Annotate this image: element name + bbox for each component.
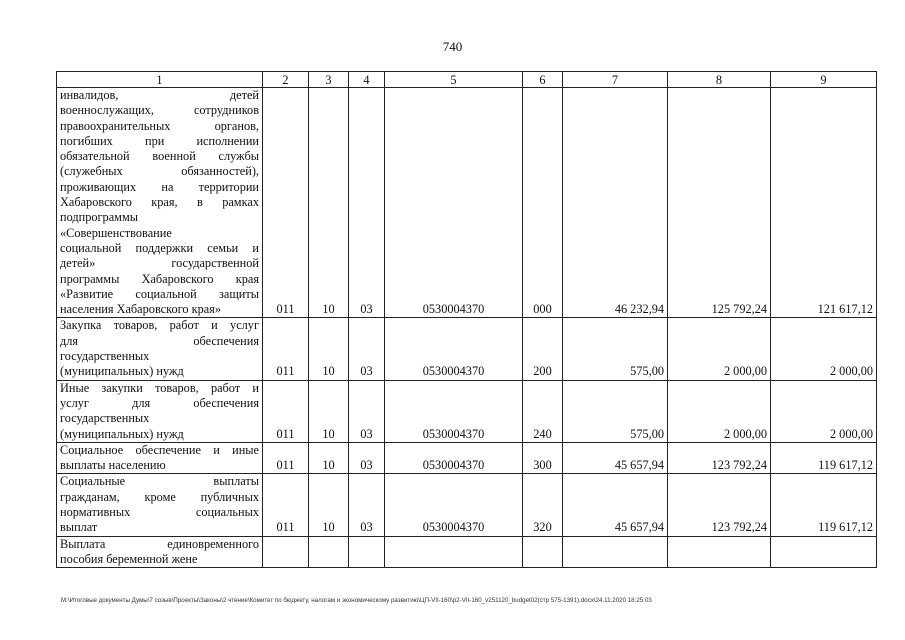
- row-name-line: Хабаровского края, в рамках: [60, 195, 259, 210]
- row-name-cell: [57, 318, 263, 380]
- cell-subsection: 03: [349, 442, 385, 474]
- table-row: [57, 536, 877, 568]
- table-row: [57, 380, 877, 442]
- header-col-6: 6: [523, 72, 563, 88]
- cell-subsection: 03: [349, 380, 385, 442]
- cell-chapter: 10: [309, 442, 349, 474]
- header-col-2: 2: [263, 72, 309, 88]
- row-name-cell: [57, 442, 263, 474]
- cell-amount-col7: 45 657,94: [563, 442, 668, 474]
- row-name-line: обязательной военной службы: [60, 149, 259, 164]
- header-col-8: 8: [668, 72, 771, 88]
- row-name-line: военнослужащих, сотрудников: [60, 103, 259, 118]
- header-col-4: 4: [349, 72, 385, 88]
- table-row: [57, 474, 877, 536]
- table-body: [57, 88, 877, 568]
- cell-target-article: [385, 536, 523, 568]
- row-name-line: социальной поддержки семьи и: [60, 240, 259, 255]
- cell-chapter: 10: [309, 474, 349, 536]
- row-name-cell: [57, 380, 263, 442]
- row-name-line: нормативных социальных: [60, 505, 259, 520]
- row-name-line: правоохранительных органов,: [60, 118, 259, 133]
- cell-section-code: 011: [263, 474, 309, 536]
- cell-chapter: 10: [309, 318, 349, 380]
- cell-section-code: 011: [263, 380, 309, 442]
- cell-subsection: [349, 536, 385, 568]
- cell-amount-col8: 2 000,00: [668, 380, 771, 442]
- page-number: 740: [442, 39, 463, 54]
- cell-chapter: 10: [309, 380, 349, 442]
- row-name-line: «Совершенствование: [60, 225, 172, 240]
- cell-amount-col9: [771, 536, 877, 568]
- cell-chapter: [309, 536, 349, 568]
- cell-target-article: 0530004370: [385, 442, 523, 474]
- cell-amount-col8: 123 792,24: [668, 474, 771, 536]
- cell-target-article: 0530004370: [385, 474, 523, 536]
- row-name-line: Закупка товаров, работ и услуг: [60, 318, 259, 333]
- row-name-line: Социальные выплаты: [60, 474, 259, 489]
- cell-section-code: 011: [263, 442, 309, 474]
- cell-amount-col7: 575,00: [563, 380, 668, 442]
- row-name-line: (служебных обязанностей),: [60, 164, 259, 179]
- cell-amount-col8: [668, 536, 771, 568]
- row-name-cell: [57, 88, 263, 318]
- cell-target-article: 0530004370: [385, 88, 523, 318]
- table-row: [57, 88, 877, 318]
- row-name-line: погибших при исполнении: [60, 133, 259, 148]
- row-name-line: услуг для обеспечения: [60, 395, 259, 410]
- row-name-line: (муниципальных) нужд: [60, 364, 184, 379]
- cell-amount-col9: 121 617,12: [771, 88, 877, 318]
- row-name-line: пособия беременной жене: [60, 551, 198, 566]
- header-col-3: 3: [309, 72, 349, 88]
- cell-amount-col8: 2 000,00: [668, 318, 771, 380]
- cell-expense-type: 240: [523, 380, 563, 442]
- table-row: [57, 318, 877, 380]
- row-name-line: выплат: [60, 520, 98, 535]
- row-name-line: для обеспечения: [60, 333, 259, 348]
- row-name-line: программы Хабаровского края: [60, 271, 259, 286]
- cell-chapter: 10: [309, 88, 349, 318]
- row-name-line: государственных: [60, 411, 150, 426]
- cell-expense-type: 320: [523, 474, 563, 536]
- header-col-7: 7: [563, 72, 668, 88]
- cell-section-code: 011: [263, 318, 309, 380]
- cell-expense-type: 000: [523, 88, 563, 318]
- row-name-cell: [57, 474, 263, 536]
- cell-section-code: [263, 536, 309, 568]
- cell-subsection: 03: [349, 88, 385, 318]
- row-name-line: Иные закупки товаров, работ и: [60, 380, 259, 395]
- cell-subsection: 03: [349, 474, 385, 536]
- cell-amount-col8: 123 792,24: [668, 442, 771, 474]
- cell-section-code: 011: [263, 88, 309, 318]
- cell-amount-col9: 119 617,12: [771, 474, 877, 536]
- cell-amount-col9: 2 000,00: [771, 380, 877, 442]
- header-col-1: 1: [57, 72, 263, 88]
- row-name-line: «Развитие социальной защиты: [60, 286, 259, 301]
- row-name-line: детей» государственной: [60, 256, 259, 271]
- row-name-line: инвалидов, детей: [60, 88, 259, 102]
- cell-amount-col9: 2 000,00: [771, 318, 877, 380]
- budget-table: [56, 71, 877, 568]
- cell-amount-col7: 575,00: [563, 318, 668, 380]
- row-name-line: подпрограммы: [60, 210, 138, 225]
- cell-amount-col8: 125 792,24: [668, 88, 771, 318]
- table-row: [57, 442, 877, 474]
- cell-expense-type: 200: [523, 318, 563, 380]
- cell-amount-col7: [563, 536, 668, 568]
- header-col-5: 5: [385, 72, 523, 88]
- footer-file-path: M:\Итоговые документы Думы\7 созыв\Проекты\Законы\2 чтение\Комитет по бюджету, налогам и экономическому развитию\ЦП-VII-160\р2-VII-160_v251120_budget02(стр 575-1391).docx\24.11.2020 18:25:03: [61, 597, 652, 604]
- row-name-line: населения Хабаровского края»: [60, 302, 221, 317]
- row-name-line: Социальное обеспечение и иные: [60, 442, 259, 457]
- table-header-row: [57, 72, 877, 88]
- cell-expense-type: 300: [523, 442, 563, 474]
- row-name-line: Выплата единовременного: [60, 536, 259, 551]
- cell-subsection: 03: [349, 318, 385, 380]
- cell-expense-type: [523, 536, 563, 568]
- row-name-line: гражданам, кроме публичных: [60, 489, 259, 504]
- header-col-9: 9: [771, 72, 877, 88]
- cell-amount-col7: 45 657,94: [563, 474, 668, 536]
- cell-target-article: 0530004370: [385, 380, 523, 442]
- cell-target-article: 0530004370: [385, 318, 523, 380]
- row-name-cell: [57, 536, 263, 568]
- row-name-line: (муниципальных) нужд: [60, 426, 184, 441]
- cell-amount-col7: 46 232,94: [563, 88, 668, 318]
- cell-amount-col9: 119 617,12: [771, 442, 877, 474]
- row-name-line: выплаты населению: [60, 458, 166, 473]
- row-name-line: государственных: [60, 349, 150, 364]
- row-name-line: проживающих на территории: [60, 179, 259, 194]
